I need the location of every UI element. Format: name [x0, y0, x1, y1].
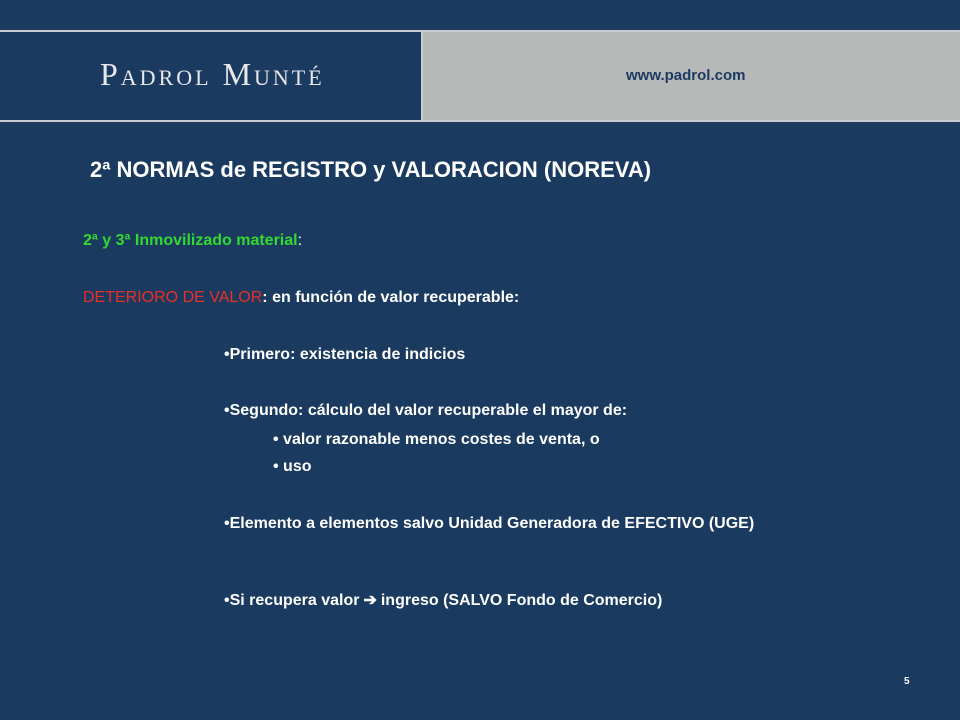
section-subtitle — [83, 232, 302, 250]
arrow-right-icon: ➔ — [363, 592, 377, 609]
url-panel — [423, 32, 960, 120]
header-band — [0, 30, 960, 122]
bullet-primero: •Primero: existencia de indicios — [224, 346, 466, 363]
subtitle-text: 2ª y 3ª Inmovilizado material — [83, 232, 298, 249]
deterioro-description: : en función de valor recuperable: — [262, 289, 520, 306]
bullet-segundo: •Segundo: cálculo del valor recuperable el mayor de: — [224, 402, 628, 419]
brand-logo: Padrol Munté — [100, 56, 325, 92]
recupera-result: ingreso (SALVO Fondo de Comercio) — [380, 592, 663, 609]
sub-bullet-valor-razonable: • valor razonable menos costes de venta, o — [273, 431, 600, 448]
recupera-text: •Si recupera valor — [224, 592, 360, 609]
deterioro-label: DETERIORO DE VALOR — [83, 289, 263, 306]
slide-title: 2ª NORMAS de REGISTRO y VALORACION (NOREVA) — [90, 157, 652, 182]
sub-bullet-uso: • uso — [273, 458, 312, 475]
brand-panel — [0, 32, 423, 120]
bullet-recupera — [224, 591, 662, 611]
subtitle-colon: : — [297, 232, 303, 249]
bullet-elemento: •Elemento a elementos salvo Unidad Generadora de EFECTIVO (UGE) — [224, 515, 755, 532]
deterioro-line — [83, 289, 519, 307]
website-link[interactable]: www.padrol.com — [626, 67, 746, 84]
page-number: 5 — [904, 676, 910, 687]
